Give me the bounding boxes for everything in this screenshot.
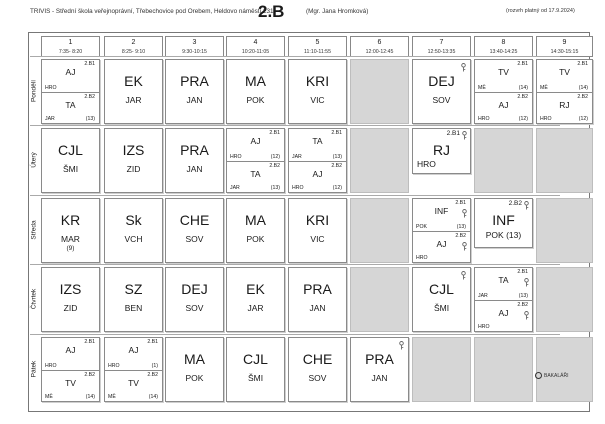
period-header-3: [165, 36, 224, 57]
teacher: POK: [416, 223, 427, 230]
empty-cell: [536, 198, 593, 263]
subject: PRA: [180, 73, 209, 89]
empty-cell: [474, 128, 533, 193]
subject: DEJ: [428, 73, 455, 89]
footer-brand: BAKALÁŘI: [544, 373, 569, 379]
room: (1): [151, 362, 158, 369]
teacher: SOV: [308, 373, 327, 383]
group-lesson-bottom[interactable]: [227, 161, 284, 193]
period-time: 9:30-10:15: [182, 49, 207, 55]
group-label: 2.B1: [455, 200, 466, 206]
subject: CJL: [58, 142, 83, 158]
lesson-cell[interactable]: [412, 198, 471, 263]
lesson-cell[interactable]: [41, 59, 100, 124]
teacher: HRO: [45, 84, 57, 91]
teacher: MĚ: [478, 84, 486, 91]
period-header-5: [288, 36, 347, 57]
group-label: 2.B1: [84, 61, 95, 67]
day-name: Pátek: [30, 360, 38, 378]
subject: INF: [434, 206, 449, 216]
subject: KRI: [305, 73, 330, 89]
group-label: 2.B1: [269, 130, 280, 136]
teacher: HRO: [417, 159, 436, 169]
lesson-cell[interactable]: [41, 337, 100, 402]
teacher: ŠMI: [62, 164, 79, 174]
group-lesson-top[interactable]: [105, 338, 162, 370]
key-icon: [461, 242, 468, 251]
teacher: JAR: [125, 95, 142, 105]
teacher: POK: [246, 95, 265, 105]
lesson-cell[interactable]: [165, 128, 224, 193]
day-label-2: [29, 196, 39, 264]
subject: AJ: [498, 307, 509, 318]
lesson-cell[interactable]: [104, 59, 163, 124]
room: (9): [66, 245, 75, 252]
subject: MA: [245, 212, 266, 228]
room: (12): [518, 116, 528, 122]
subject: CJL: [429, 281, 454, 297]
subject: PRA: [303, 281, 332, 297]
lesson-cell[interactable]: [165, 198, 224, 263]
header-class: 2.B: [258, 2, 285, 21]
teacher: POK: [246, 234, 265, 244]
group-label: 2.B2: [455, 232, 466, 239]
empty-cell: [474, 337, 533, 402]
group-lesson-bottom[interactable]: [537, 92, 592, 124]
subject: TA: [65, 99, 76, 110]
group-label: 2.B1: [517, 61, 528, 67]
empty-cell: [350, 267, 409, 332]
group-lesson-bottom[interactable]: [42, 370, 99, 402]
subject: PRA: [365, 351, 394, 367]
teacher: SOV: [185, 303, 204, 313]
room: (14): [578, 84, 588, 91]
teacher: BEN: [124, 303, 143, 313]
teacher: HRO: [45, 362, 57, 369]
period-header-9: [536, 36, 593, 57]
teacher: ŠMI: [433, 303, 450, 313]
period-time: 12:00-12:45: [365, 49, 394, 55]
room: (14): [148, 394, 158, 400]
lesson-cell[interactable]: [288, 59, 347, 124]
period-number: 9: [562, 39, 567, 46]
lesson-cell[interactable]: [165, 267, 224, 332]
group-label: 2.B1: [147, 339, 158, 345]
lesson-cell[interactable]: [226, 198, 285, 263]
period-time: 8:25- 9:10: [121, 49, 146, 55]
teacher: POK: [185, 373, 204, 383]
lesson-cell[interactable]: [288, 198, 347, 263]
group-lesson-bottom[interactable]: [475, 92, 532, 124]
subject: TV: [128, 377, 139, 388]
lesson-cell[interactable]: [412, 128, 471, 174]
period-number: 8: [501, 39, 506, 46]
room: (13): [85, 116, 95, 122]
subject: EK: [246, 281, 265, 297]
lesson-cell[interactable]: [104, 128, 163, 193]
empty-cell: [536, 128, 593, 193]
lesson-cell[interactable]: [226, 128, 285, 193]
group-label: 2.B2: [84, 371, 95, 378]
group-label: 2.B2: [331, 162, 342, 169]
empty-cell: [412, 337, 471, 402]
key-icon: [461, 209, 468, 218]
teacher: JAR: [292, 153, 302, 160]
teacher: HRO: [416, 255, 428, 261]
group-lesson-bottom[interactable]: [475, 300, 532, 332]
lesson-cell[interactable]: [165, 337, 224, 402]
lesson-cell[interactable]: [165, 59, 224, 124]
group-lesson-bottom[interactable]: [413, 231, 470, 263]
group-lesson-top[interactable]: [475, 268, 532, 300]
room: (14): [518, 84, 528, 91]
room: (13): [270, 185, 280, 191]
subject: TA: [250, 168, 261, 179]
teacher: SOV: [185, 234, 204, 244]
period-header-4: [226, 36, 285, 57]
lesson-cell[interactable]: [412, 59, 471, 124]
group-lesson-top[interactable]: [289, 129, 346, 161]
day-name: Čtvrtek: [30, 288, 38, 310]
group-lesson-top[interactable]: [227, 129, 284, 161]
empty-cell: [350, 59, 409, 124]
group-label: 2.B1: [331, 130, 342, 136]
period-number: 2: [131, 39, 136, 46]
subject: TV: [65, 377, 76, 388]
bakalari-logo-icon: [535, 372, 542, 379]
header-school: TRIVIS - Střední škola veřejnoprávní, Třebechovice pod Orebem, Heldovo náměstí 231: [30, 8, 274, 15]
subject: TV: [559, 67, 570, 77]
subject: AJ: [436, 238, 447, 249]
day-label-4: [29, 335, 39, 403]
key-icon: [460, 63, 467, 72]
subject: MA: [184, 351, 205, 367]
group-lesson-top[interactable]: [475, 60, 532, 92]
teacher: MAR: [61, 234, 80, 244]
group-lesson-top[interactable]: [537, 60, 592, 92]
group-lesson-top[interactable]: [42, 60, 99, 92]
group-label: 2.B2: [269, 162, 280, 169]
period-time: 10:20-11:05: [241, 49, 270, 55]
room: (12): [332, 185, 342, 191]
teacher: VCH: [124, 234, 143, 244]
lesson-cell[interactable]: [474, 59, 533, 124]
room: (12): [270, 153, 280, 160]
subject: EK: [124, 73, 143, 89]
subject: KRI: [305, 212, 330, 228]
key-icon: [523, 278, 530, 287]
subject: IZS: [59, 281, 82, 297]
group-label: 2.B1: [517, 269, 528, 275]
subject: AJ: [250, 136, 261, 146]
subject: AJ: [65, 67, 76, 77]
subject: INF: [492, 212, 515, 228]
teacher: HRO: [478, 324, 490, 330]
lesson-cell[interactable]: [104, 337, 163, 402]
subject: IZS: [122, 142, 145, 158]
group-label: 2.B2: [577, 93, 588, 100]
teacher: POK: [485, 230, 504, 240]
empty-cell: [350, 128, 409, 193]
key-icon: [523, 201, 530, 210]
subject: TV: [498, 67, 509, 77]
day-row-divider: [30, 264, 560, 265]
period-header-7: [412, 36, 471, 57]
teacher: HRO: [478, 116, 490, 122]
group-label: 2.B2: [517, 301, 528, 308]
header-teacher: (Mgr. Jana Hromková): [306, 8, 369, 15]
timetable-grid: [28, 32, 590, 412]
period-number: 6: [377, 39, 382, 46]
teacher: JAN: [186, 164, 203, 174]
teacher: ŠMI: [247, 373, 264, 383]
teacher: JAR: [478, 292, 488, 299]
teacher: JAN: [186, 95, 203, 105]
group-lesson-bottom[interactable]: [289, 161, 346, 193]
group-label: 2.B1: [446, 130, 460, 137]
teacher: ZID: [126, 164, 141, 174]
room: (13): [456, 223, 466, 230]
lesson-cell[interactable]: [288, 337, 347, 402]
teacher: JAN: [371, 373, 388, 383]
period-number: 4: [253, 39, 258, 46]
teacher: HRO: [230, 153, 242, 160]
period-time: 13:40-14:25: [489, 49, 518, 55]
subject: CJL: [243, 351, 268, 367]
key-icon: [523, 311, 530, 320]
teacher: HRO: [108, 362, 120, 369]
lesson-cell[interactable]: [350, 337, 409, 402]
day-row-divider: [30, 125, 560, 126]
teacher: ZID: [63, 303, 78, 313]
key-icon: [398, 341, 405, 350]
teacher: HRO: [540, 116, 552, 122]
subject: CHE: [302, 351, 333, 367]
day-label-3: [29, 265, 39, 333]
subject: AJ: [65, 345, 76, 355]
room: (12): [578, 116, 588, 122]
room: (14): [85, 394, 95, 400]
lesson-cell[interactable]: [288, 267, 347, 332]
teacher: MĚ: [540, 84, 548, 91]
subject: AJ: [128, 345, 139, 355]
teacher: VIC: [310, 95, 325, 105]
period-time: 14:30-15:15: [550, 49, 579, 55]
subject: TA: [312, 136, 323, 146]
subject: AJ: [498, 99, 509, 110]
subject: Sk: [125, 212, 142, 228]
empty-cell: [536, 337, 593, 402]
group-lesson-bottom[interactable]: [105, 370, 162, 402]
teacher: VIC: [310, 234, 325, 244]
lesson-cell[interactable]: [41, 198, 100, 263]
period-header-6: [350, 36, 409, 57]
teacher: JAN: [309, 303, 326, 313]
day-name: Pondělí: [30, 79, 38, 103]
subject: RJ: [559, 99, 570, 110]
group-lesson-top[interactable]: [413, 199, 470, 231]
lesson-cell[interactable]: [41, 267, 100, 332]
lesson-cell[interactable]: [288, 128, 347, 193]
day-row-divider: [30, 195, 560, 196]
period-header-2: [104, 36, 163, 57]
group-label: 2.B1: [84, 339, 95, 345]
lesson-cell[interactable]: [104, 198, 163, 263]
group-label: 2.B1: [577, 61, 588, 67]
lesson-cell[interactable]: [226, 337, 285, 402]
subject: TA: [498, 275, 509, 285]
period-header-1: [41, 36, 100, 57]
subject: MA: [245, 73, 266, 89]
period-time: 7:35- 8:20: [58, 49, 83, 55]
period-number: 3: [192, 39, 197, 46]
teacher: HRO: [292, 185, 304, 191]
subject: AJ: [312, 168, 323, 179]
subject: SZ: [124, 281, 143, 297]
day-label-1: [29, 126, 39, 194]
lesson-cell[interactable]: [226, 59, 285, 124]
room: (13): [518, 292, 528, 299]
teacher: JAR: [247, 303, 264, 313]
subject: CHE: [179, 212, 210, 228]
subject: RJ: [432, 142, 451, 158]
lesson-cell[interactable]: [474, 198, 533, 248]
teacher: JAR: [45, 116, 55, 122]
lesson-cell[interactable]: [226, 267, 285, 332]
day-name: Středa: [30, 220, 38, 240]
day-name: Úterý: [30, 152, 38, 168]
period-time: 11:10-11:55: [304, 49, 331, 55]
subject: DEJ: [181, 281, 208, 297]
lesson-cell[interactable]: [41, 128, 100, 193]
empty-cell: [536, 267, 593, 332]
subject: PRA: [180, 142, 209, 158]
period-number: 7: [439, 39, 444, 46]
lesson-cell[interactable]: [474, 267, 533, 332]
group-label: 2.B2: [84, 93, 95, 100]
period-header-8: [474, 36, 533, 57]
teacher: MĚ: [108, 394, 116, 400]
key-icon: [461, 131, 468, 140]
teacher-room: [475, 230, 532, 240]
lesson-cell[interactable]: [104, 267, 163, 332]
room: (13): [332, 153, 342, 160]
day-row-divider: [30, 334, 560, 335]
lesson-cell[interactable]: [536, 59, 593, 124]
period-number: 5: [315, 39, 320, 46]
key-icon: [460, 271, 467, 280]
group-lesson-top[interactable]: [42, 338, 99, 370]
period-number: 1: [68, 39, 73, 46]
teacher: SOV: [432, 95, 451, 105]
group-label: 2.B2: [147, 371, 158, 378]
header-valid: (rozvrh platný od 17.9.2024): [506, 8, 575, 14]
subject: KR: [60, 212, 81, 228]
period-time: 12:50-13:35: [427, 49, 456, 55]
group-lesson-bottom[interactable]: [42, 92, 99, 124]
day-label-0: [29, 57, 39, 125]
teacher: MĚ: [45, 394, 53, 400]
room: (13): [506, 230, 522, 240]
group-label: 2.B2: [508, 200, 522, 207]
lesson-cell[interactable]: [412, 267, 471, 332]
empty-cell: [350, 198, 409, 263]
teacher: JAR: [230, 185, 240, 191]
group-label: 2.B2: [517, 93, 528, 100]
day-row-divider: [30, 56, 560, 57]
